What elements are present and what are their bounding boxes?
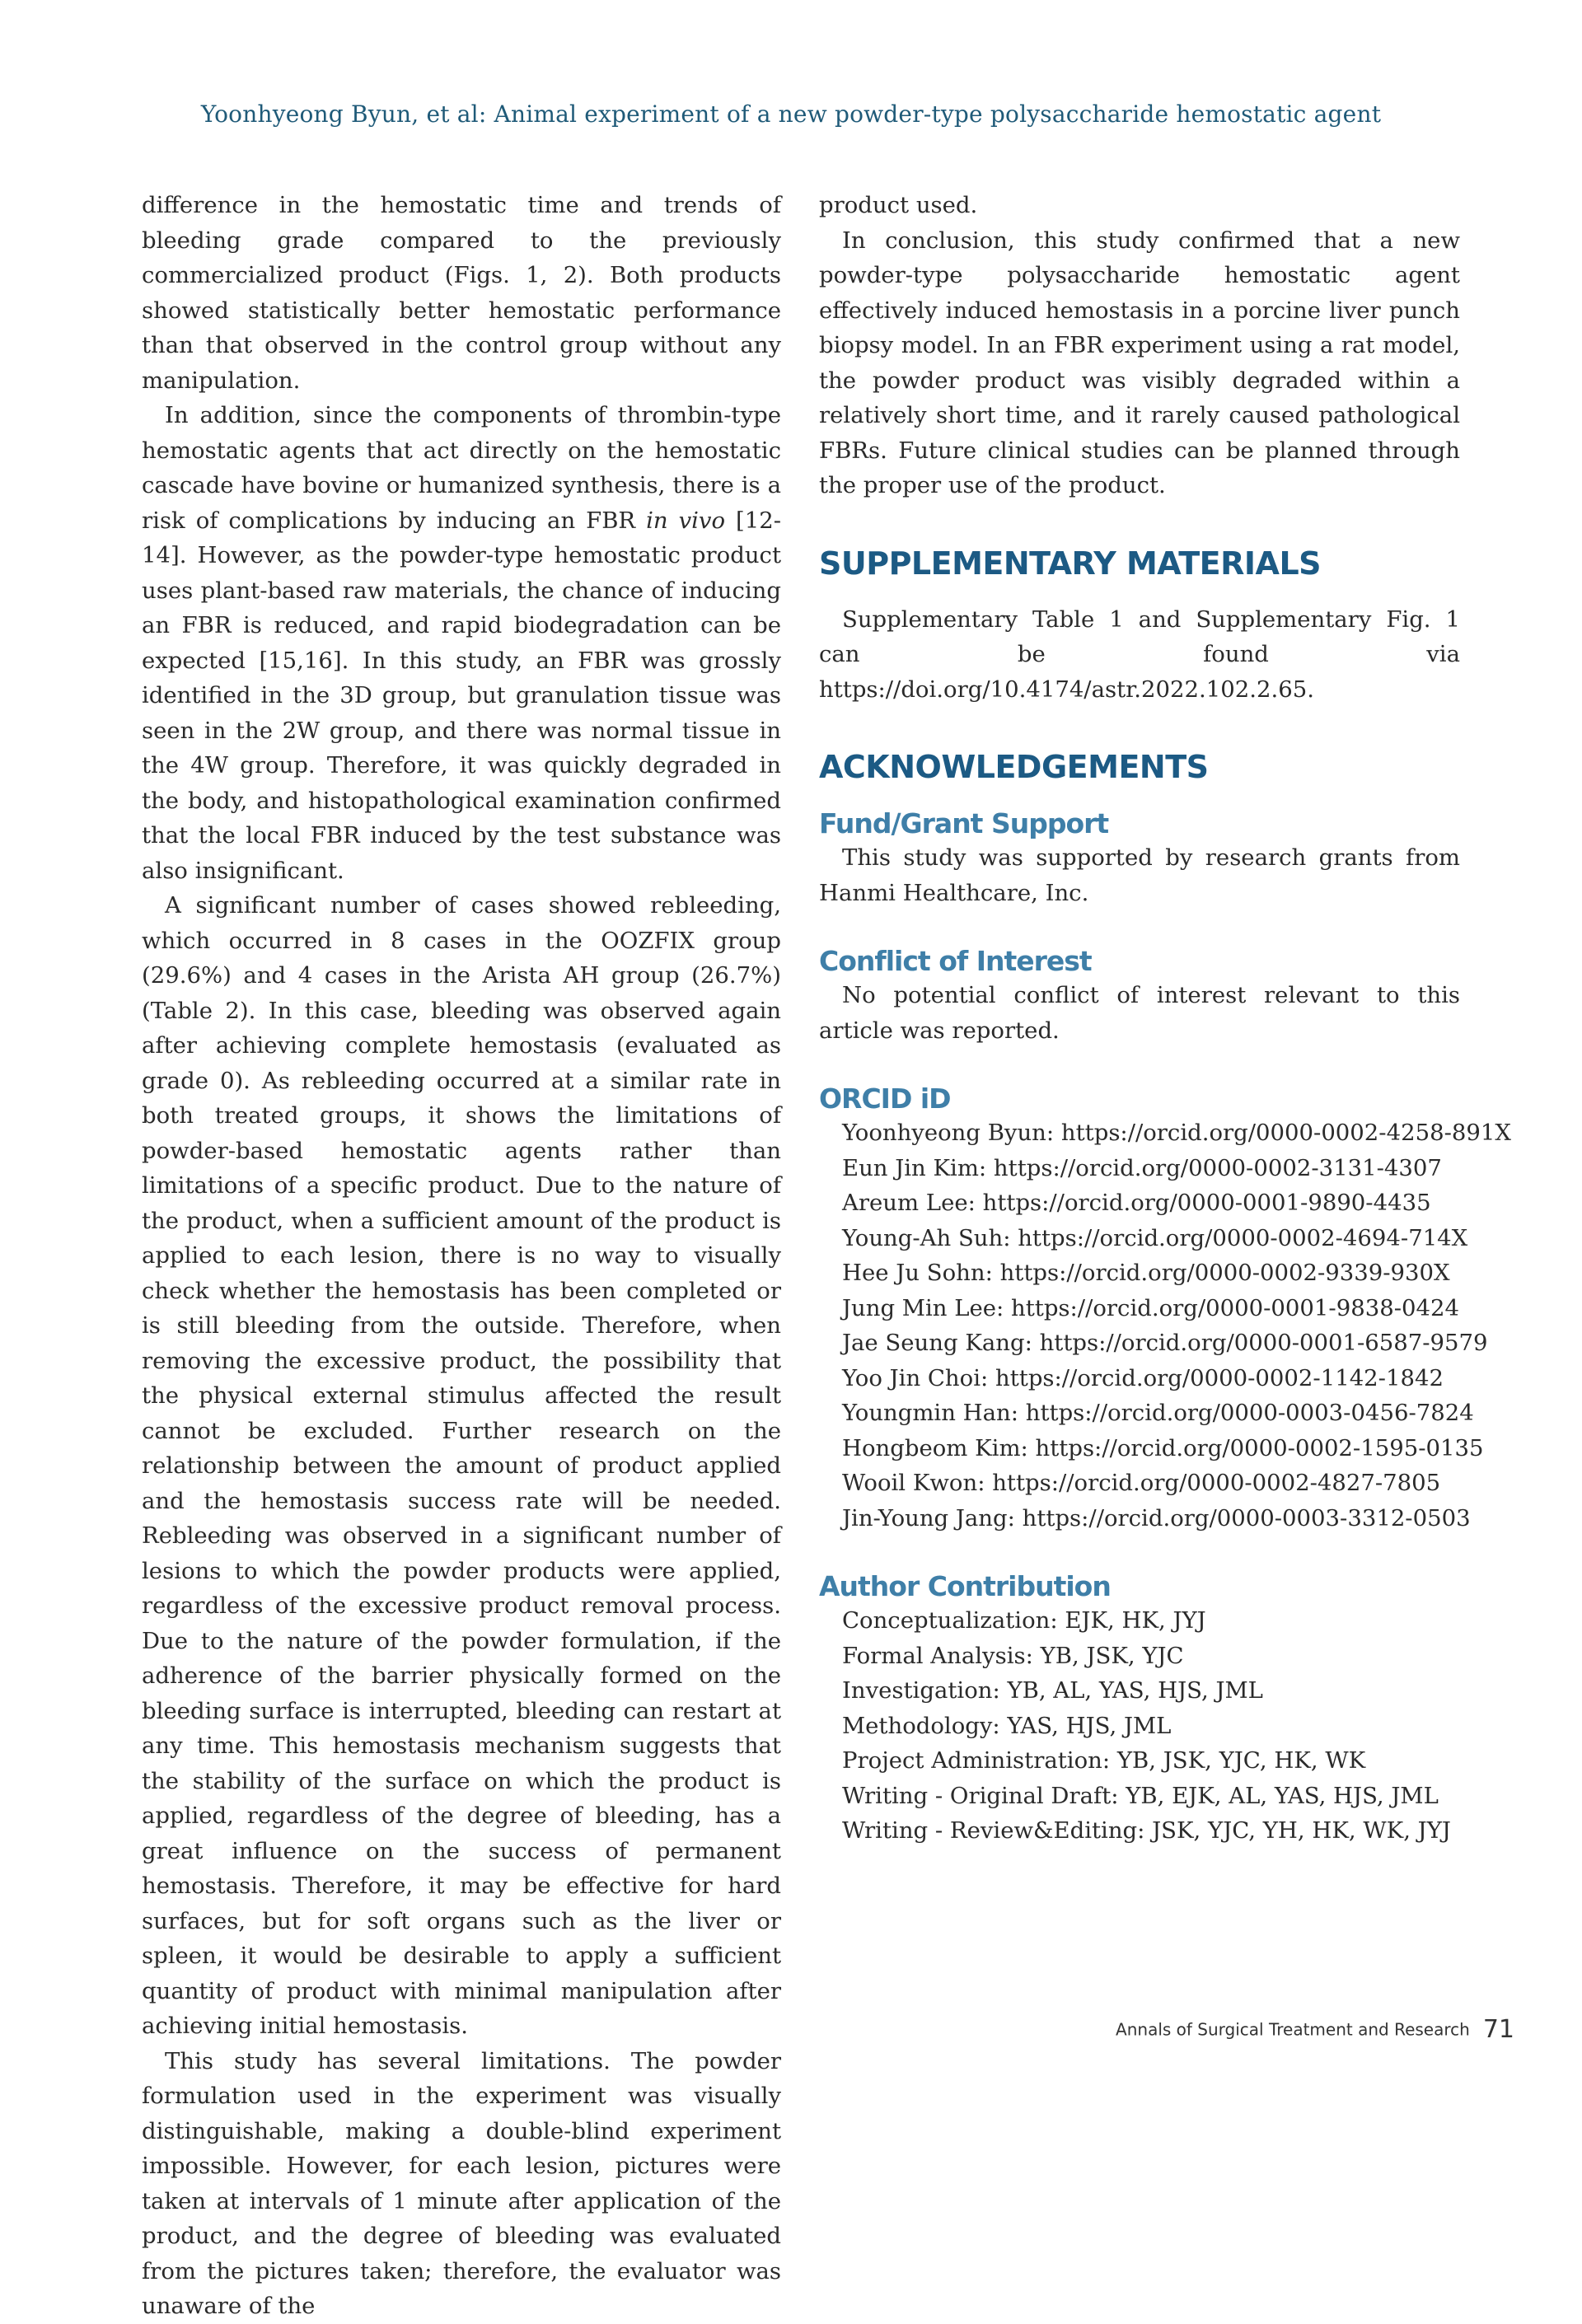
paragraph-4: This study has several limitations. The powder formulation used in the experiment was visually distinguishable, making a double-blind experiment impossible. However, for each lesion, pictures were taken at intervals of 1 minute after application of the product, and the degree of bleeding was evaluated from the pictures taken; therefore, the evaluator was unaware of the xyxy=(142,2047,781,2319)
orcid-item: Young-Ah Suh: https://orcid.org/0000-0002-4694-714X xyxy=(842,1224,1468,1251)
page-footer xyxy=(1116,2015,1514,2044)
contribution-item: Writing - Review&Editing: JSK, YJC, YH, HK, WK, JYJ xyxy=(842,1817,1451,1844)
orcid-item: Youngmin Han: https://orcid.org/0000-0003-0456-7824 xyxy=(842,1400,1474,1426)
contribution-item: Methodology: YAS, HJS, JML xyxy=(842,1712,1172,1739)
paragraph-1: difference in the hemostatic time and trends of bleeding grade compared to the previously commercialized product (Figs. 1, 2). Both products showed statistically better hemostatic performance than that observed in the control group without any manipulation. xyxy=(142,192,781,394)
orcid-item: Yoonhyeong Byun: https://orcid.org/0000-0002-4258-891X xyxy=(842,1120,1511,1146)
contribution-item: Writing - Original Draft: YB, EJK, AL, YAS, HJS, JML xyxy=(842,1782,1439,1809)
orcid-item: Hee Ju Sohn: https://orcid.org/0000-0002-9339-930X xyxy=(842,1260,1450,1286)
conflict-text: No potential conflict of interest relevant to this article was reported. xyxy=(819,982,1460,1044)
orcid-item: Jin-Young Jang: https://orcid.org/0000-0003-3312-0503 xyxy=(842,1504,1471,1531)
orcid-item: Wooil Kwon: https://orcid.org/0000-0002-4827-7805 xyxy=(842,1470,1441,1496)
supplementary-text: Supplementary Table 1 and Supplementary Fig. 1 can be found via https://doi.org/10.4174/astr.2022.102.2.65. xyxy=(819,606,1460,703)
fund-text: This study was supported by research grants from Hanmi Healthcare, Inc. xyxy=(819,844,1460,906)
right-column xyxy=(819,188,1511,1849)
paragraph-2-text-a: In addition, since the components of thrombin-type hemostatic agents that act directly on the hemostatic cascade have bovine or humanized synthesis, there is a risk of complications by inducing an FBR xyxy=(142,402,781,534)
orcid-heading: ORCID iD xyxy=(819,1083,951,1115)
orcid-item: Areum Lee: https://orcid.org/0000-0001-9890-4435 xyxy=(842,1190,1431,1216)
paragraph-2-text-b: [12-14]. However, as the powder-type hemostatic product uses plant-based raw materials, the chance of inducing an FBR is reduced, and rapid biodegradation can be expected [15,16]. In this study, an FBR was grossly identified in the 3D group, but granulation tissue was seen in the 2W group, and there was normal tissue in the 4W group. Therefore, it was quickly degraded in the body, and histopathological examination confirmed that the local FBR induced by the test substance was also insignificant. xyxy=(142,507,782,884)
author-contribution-heading: Author Contribution xyxy=(819,1570,1111,1602)
journal-name: Annals of Surgical Treatment and Research xyxy=(1116,2019,1470,2040)
fund-heading: Fund/Grant Support xyxy=(819,807,1109,839)
left-column xyxy=(142,188,781,2324)
conclusion-paragraph: In conclusion, this study confirmed that a new powder-type polysaccharide hemostatic agent effectively induced hemostasis in a porcine liver punch biopsy model. In an FBR experiment using a rat model, the powder product was visibly degraded within a relatively short time, and it rarely caused pathological FBRs. Future clinical studies can be planned through the proper use of the product. xyxy=(819,227,1460,498)
orcid-item: Yoo Jin Choi: https://orcid.org/0000-0002-1142-1842 xyxy=(842,1364,1444,1391)
contribution-item: Investigation: YB, AL, YAS, HJS, JML xyxy=(842,1677,1263,1704)
paragraph-3: A significant number of cases showed rebleeding, which occurred in 8 cases in the OOZFIX group (29.6%) and 4 cases in the Arista AH group (26.7%) (Table 2). In this case, bleeding was observed again after achieving complete hemostasis (evaluated as grade 0). As rebleeding occurred at a similar rate in both treated groups, it shows the limitations of powder-based hemostatic agents rather than limitations of a specific product. Due to the nature of the product, when a sufficient amount of the product is applied to each lesion, there is no way to visually check whether the hemostasis has been completed or is still bleeding from the outside. Therefore, when removing the excessive product, the possibility that the physical external stimulus affected the result cannot be excluded. Further research on the relationship between the amount of product applied and the hemostasis success rate will be needed. Rebleeding was observed in a significant number of lesions to which the powder products were applied, regardless of the excessive product removal process. Due to the nature of the powder formulation, if the adherence of the barrier physically formed on the bleeding surface is interrupted, bleeding can restart at any time. This hemostasis mechanism suggests that the stability of the surface on which the product is applied, regardless of the degree of bleeding, has a great influence on the success of permanent hemostasis. Therefore, it may be effective for hard surfaces, but for soft organs such as the liver or spleen, it would be desirable to apply a sufficient quantity of product with minimal manipulation after achieving initial hemostasis. xyxy=(142,892,781,2039)
orcid-item: Hongbeom Kim: https://orcid.org/0000-0002-1595-0135 xyxy=(842,1434,1484,1461)
contribution-item: Formal Analysis: YB, JSK, YJC xyxy=(842,1642,1184,1669)
contribution-item: Conceptualization: EJK, HK, JYJ xyxy=(842,1607,1206,1634)
contribution-item: Project Administration: YB, JSK, YJC, HK, WK xyxy=(842,1747,1366,1774)
running-head: Yoonhyeong Byun, et al: Animal experiment of a new powder-type polysaccharide hemostatic agent xyxy=(200,101,1382,128)
page-number: 71 xyxy=(1482,2015,1514,2044)
orcid-item: Jae Seung Kang: https://orcid.org/0000-0001-6587-9579 xyxy=(842,1330,1488,1356)
paragraph-2 xyxy=(142,398,781,888)
orcid-item: Jung Min Lee: https://orcid.org/0000-0001-9838-0424 xyxy=(842,1294,1459,1321)
paragraph-continuation: product used. xyxy=(819,192,978,218)
orcid-item: Eun Jin Kim: https://orcid.org/0000-0002-3131-4307 xyxy=(842,1154,1442,1181)
contribution-list xyxy=(819,1603,1460,1849)
paragraph-2-emphasis: in vivo xyxy=(646,507,726,534)
acknowledgements-heading: ACKNOWLEDGEMENTS xyxy=(819,749,1209,785)
supplementary-heading: SUPPLEMENTARY MATERIALS xyxy=(819,545,1322,582)
orcid-list xyxy=(819,1115,1511,1536)
conflict-heading: Conflict of Interest xyxy=(819,945,1092,977)
